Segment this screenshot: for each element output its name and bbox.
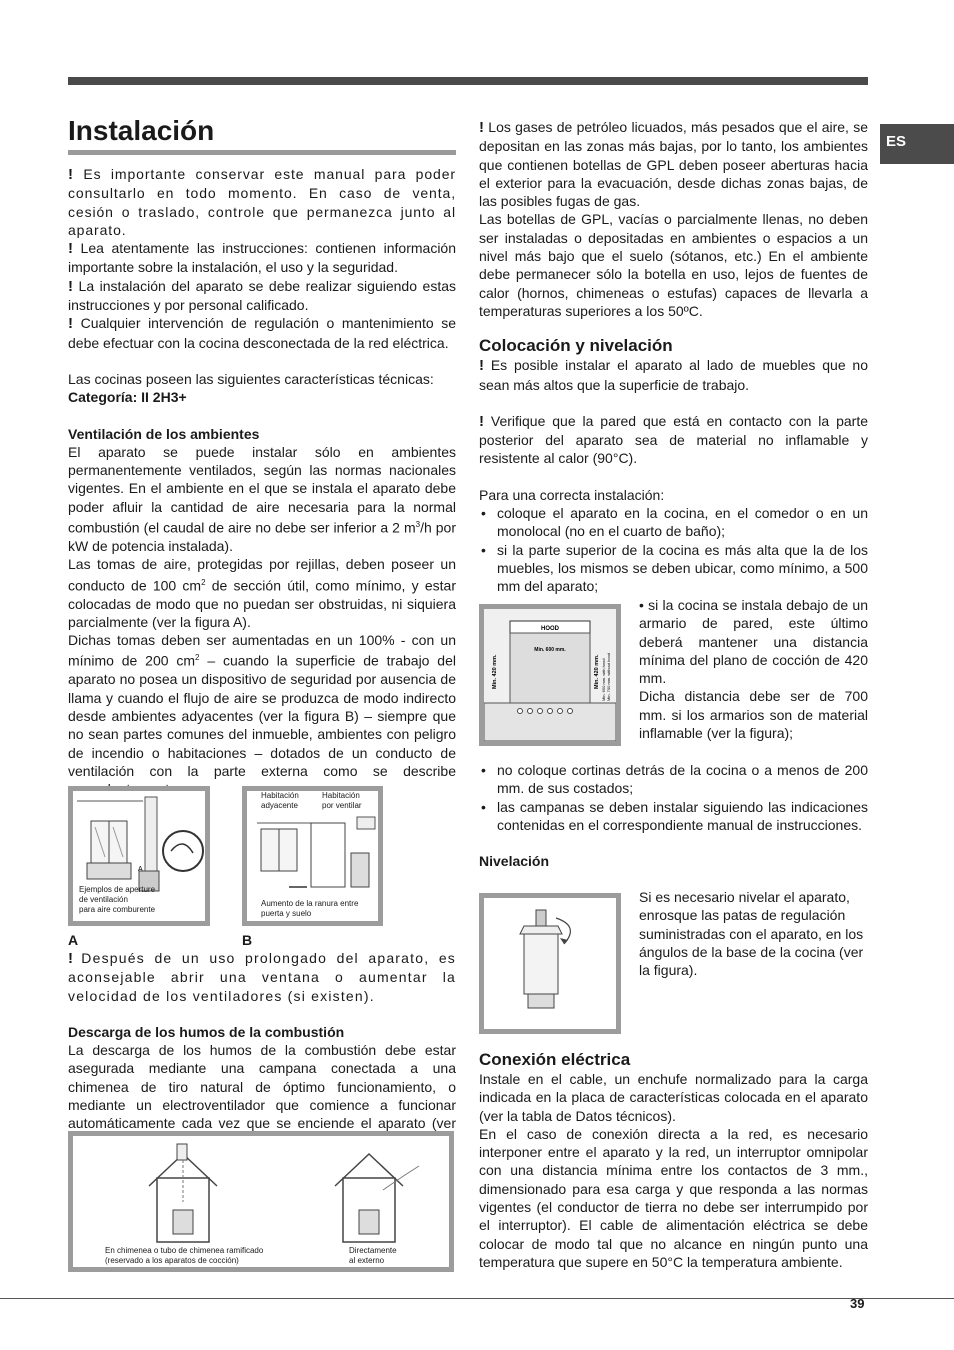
leveling-foot-illustration	[484, 898, 616, 1029]
paragraph: En el caso de conexión directa a la red, es necesario interponer entre el aparato y la red, un interruptor omnipolar con una distancia mínima entre los contactos de 3 mm., dimensionado para esa carga y que responda a las normas vigentes (el conductor de tierra no debe ser interrumpido por el interruptor). El cable de alimentación eléctrica se debe colocar de modo tal que no alcance en ningún punto una temperatura que supere en 50°C la temperatura ambiente.	[479, 1125, 868, 1270]
page-title: Instalación	[68, 112, 456, 155]
warning-paragraph: ! Después de un uso prolongado del aparato, es aconsejable abrir una ventana o aumentar la velocidad de los ventiladores (si existen).	[68, 950, 457, 1004]
install-list-2	[479, 761, 868, 834]
figure-b-label-adjacent: Habitación adyacente	[261, 791, 299, 810]
section-heading: Ventilación de los ambientes	[68, 425, 260, 442]
hood-clearance-illustration	[484, 609, 616, 741]
top-rule	[68, 77, 868, 85]
paragraph: Dicha distancia debe ser de 700 mm. si los armarios son de material inflamable (ver la figura);	[639, 688, 868, 742]
section-heading: Nivelación	[479, 853, 550, 870]
figure-exhaust	[68, 1131, 454, 1272]
figure-b-caption: Aumento de la ranura entre puerta y suelo	[261, 899, 359, 918]
figure-a	[68, 786, 210, 926]
paragraph: Para una correcta instalación:	[479, 486, 665, 503]
warning-paragraph: ! Es posible instalar el aparato al lado de muebles que no sean más altos que la superficie de trabajo.	[479, 357, 868, 393]
list-item: • las campanas se deben instalar siguiendo las indicaciones contenidas en el correspondiente manual de instrucciones.	[479, 798, 868, 835]
figure-a-caption: Ejemplos de aperture de ventilación para aire comburente	[79, 885, 156, 914]
paragraph: Si es necesario nivelar el aparato, enrosque las patas de regulación suministradas con el aparato, en los ángulos de la base de la cocina (ver la figura).	[639, 889, 864, 979]
hood-text	[639, 596, 868, 742]
warning-paragraph: ! Verifique que la pared que está en contacto con la parte posterior del aparato sea de material no inflamable y resistente al calor (90°C).	[479, 412, 868, 467]
electrical-section	[479, 1050, 868, 1271]
right-column	[479, 118, 868, 596]
section-heading: Conexión eléctrica	[479, 1050, 631, 1069]
figure-a-label: A	[68, 932, 79, 948]
paragraph: Las cocinas poseen las siguientes características técnicas:	[68, 370, 434, 387]
install-list	[479, 504, 868, 595]
paragraph: Las tomas de aire, protegidas por rejillas, deben poseer un conducto de 100 $cm^2$ de sección útil, como mínimo, y estar colocadas de modo que no puedan ser obstruidas, ni siquiera parcialmente (ver la figura A).	[68, 556, 456, 630]
paragraph: El aparato se puede instalar sólo en ambientes permanentemente ventilados, según las normas nacionales vigentes. En el ambiente en el que se instala el aparato debe poder afluir la cantidad de aire necesaria para la normal combustión (el caudal de aire no debe ser inferior a 2 $m^3/h$ por kW de potencia instalada).	[68, 443, 456, 554]
right-column-lower	[479, 761, 868, 870]
min-700-label-1: Min. 650 mm. with hood	[601, 658, 606, 701]
paragraph: Dichas tomas deben ser aumentadas en un 100% - con un mínimo de 200 $cm^2$ – cuando la superficie de trabajo del aparato no posea un dispositivo de seguridad por ausencia de llama y cuando el flujo de aire se produzca de modo indirecto desde ambientes adyacentes (ver la figura B) – siempre que no sean partes comunes del inmueble, ambientes con peligro de incendio o habitaciones – dotados de un conducto de ventilación con la parte externa como se describe	[68, 632, 456, 779]
list-item: • si la cocina se instala debajo de un armario de pared, este último deberá mantener una distancia mínima del plano de cocción de 420 mm.	[639, 597, 868, 687]
paragraph: Instale en el cable, un enchufe normalizado para la carga indicada en la placa de características colocada en el aparato (ver la tabla de Datos técnicos).	[479, 1071, 868, 1124]
list-item: • no coloque cortinas detrás de la cocina o a menos de 200 mm. de sus costados;	[479, 761, 868, 798]
paragraph: La descarga de los humos de la combustión debe estar asegurada mediante una campana conectada a una chimenea de tiro natural de óptimo funcionamiento, o mediante un electroventilador que comience a funcionar automáticamente cada vez que se enciende el aparato (ver	[68, 1042, 456, 1132]
min-700-label-2: Min. 700 mm. without hood	[606, 652, 611, 701]
category-label: Categoría: II 2H3+	[68, 389, 187, 406]
left-column	[68, 112, 456, 798]
figure-b	[242, 786, 383, 926]
warning-paragraph: ! Lea atentamente las instrucciones: contienen información importante sobre la instalación, el uso y la seguridad.	[68, 240, 457, 276]
figure-exhaust-caption-1: En chimenea o tubo de chimenea ramificado (reservado a los aparatos de cocción)	[105, 1246, 264, 1265]
figure-marker: A	[138, 866, 143, 873]
figure-b-label: B	[242, 932, 253, 948]
min-420-label-right: Min. 420 mm.	[594, 654, 600, 689]
paragraph: Las botellas de GPL, vacías o parcialmente llenas, no deben ser instaladas o depositadas en ambientes o espacios a un nivel más bajo que el suelo (sótanos, etc.) En el ambiente debe permanecer sólo la botella en uso, lejos de fuentes de calor (hornos, chimeneas o estufas) capaces de llevarla a temperaturas superiores a los 50ºC.	[479, 211, 868, 319]
figure-b-label-ventilate: Habitación por ventilar	[322, 791, 362, 810]
leveling-text	[639, 888, 868, 979]
page-number: 39	[850, 1296, 865, 1311]
warning-paragraph: ! Cualquier intervención de regulación o mantenimiento se debe efectuar con la cocina desconectada de la red eléctrica.	[68, 315, 456, 351]
hood-label: HOOD	[541, 626, 559, 632]
language-tab: ES	[880, 124, 954, 164]
section-heading: Descarga de los humos de la combustión	[68, 1023, 345, 1040]
footer-rule	[0, 1298, 954, 1299]
warning-paragraph: ! Es importante conservar este manual para poder consultarlo en todo momento. En caso de venta, cesión o traslado, controle que permanezca junto al aparato.	[68, 166, 456, 238]
warning-paragraph: ! Los gases de petróleo licuados, más pesados que el aire, se depositan en las zonas más bajas, por lo tanto, los ambientes que contienen botellas de GPL deben poseer aberturas hacia el exterior para la evacuación, desde dichas zonas bajas, de las posibles fugas de gas.	[479, 119, 869, 210]
warning-paragraph: ! La instalación del aparato se debe realizar siguiendo estas instrucciones y por personal calificado.	[68, 277, 456, 314]
figure-hood	[479, 604, 621, 746]
list-item: • coloque el aparato en la cocina, en el comedor o en un monolocal (no en el cuarto de baño);	[479, 504, 868, 541]
section-heading: Colocación y nivelación	[479, 336, 673, 356]
left-column-lower	[68, 949, 456, 1151]
figure-exhaust-caption-2: Directamente al externo	[349, 1246, 397, 1265]
min-420-label: Min. 420 mm.	[492, 654, 498, 689]
list-item: • si la parte superior de la cocina es más alta que la de los muebles, los mismos se deben ubicar, como mínimo, a 500 mm del aparato;	[479, 541, 868, 596]
figure-leveling	[479, 893, 621, 1034]
min-600-label: Min. 600 mm.	[534, 647, 566, 653]
